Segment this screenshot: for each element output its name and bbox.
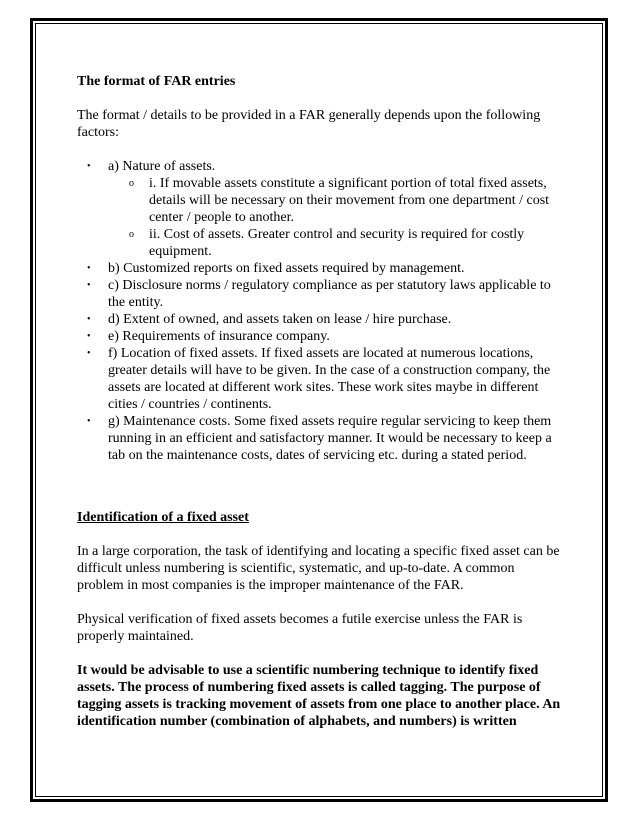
bold-paragraph: It would be advisable to use a scientific numbering technique to identify fixed assets. The process of numbering fixed assets is called tagging. The purpose of tagging assets is tracking movement of assets from one place to another place. An identification number (combination of alphabets, and numbers) is written xyxy=(77,663,561,729)
bullet-icon: • xyxy=(87,263,91,274)
bullet-icon: • xyxy=(87,416,91,427)
sub-list-item xyxy=(108,175,562,226)
bullet-icon: • xyxy=(87,161,91,172)
list-item xyxy=(77,277,562,311)
section-heading-identification: Identification of a fixed asset xyxy=(77,510,249,525)
bullet-icon: • xyxy=(87,331,91,342)
list-item-text: a) Nature of assets. xyxy=(108,159,216,174)
list-item-text: f) Location of fixed assets. If fixed assets are located at numerous locations, greater details will have to be given. In the case of a construction company, the assets are located at different work sites. These work sites maybe in different cities / countries / continents. xyxy=(108,346,551,412)
factors-list xyxy=(77,158,562,464)
list-item-text: d) Extent of owned, and assets taken on lease / hire purchase. xyxy=(108,312,452,327)
document-body xyxy=(77,73,562,730)
list-item xyxy=(77,311,562,328)
list-item xyxy=(77,328,562,345)
bullet-icon: • xyxy=(87,348,91,359)
intro-paragraph: The format / details to be provided in a FAR generally depends upon the following factors: xyxy=(77,108,541,140)
list-item-text: g) Maintenance costs. Some fixed assets require regular servicing to keep them running in an efficient and satisfactory manner. It would be necessary to keep a tab on the maintenance costs, dates of servicing etc. during a stated period. xyxy=(108,414,552,463)
list-item-text: c) Disclosure norms / regulatory compliance as per statutory laws applicable to the entity. xyxy=(108,278,551,310)
bullet-icon: • xyxy=(87,314,91,325)
list-item-text: e) Requirements of insurance company. xyxy=(108,329,330,344)
sub-list-item xyxy=(108,226,562,260)
sub-list-item-text: i. If movable assets constitute a significant portion of total fixed assets, details will be necessary on their movement from one department / cost center / people to another. xyxy=(149,176,550,225)
sub-bullet-icon: o xyxy=(129,178,134,189)
bullet-icon: • xyxy=(87,280,91,291)
paragraph: In a large corporation, the task of identifying and locating a specific fixed asset can be difficult unless numbering is scientific, systematic, and up-to-date. A common problem in most companies is the improper maintenance of the FAR. xyxy=(77,544,560,593)
sub-list xyxy=(108,175,562,260)
sub-bullet-icon: o xyxy=(129,229,134,240)
list-item-text: b) Customized reports on fixed assets required by management. xyxy=(108,261,465,276)
paragraph: Physical verification of fixed assets becomes a futile exercise unless the FAR is properly maintained. xyxy=(77,612,523,644)
list-item xyxy=(77,413,562,464)
section-heading-far-format: The format of FAR entries xyxy=(77,74,236,89)
list-item xyxy=(77,260,562,277)
sub-list-item-text: ii. Cost of assets. Greater control and security is required for costly equipment. xyxy=(149,227,525,259)
list-item xyxy=(77,345,562,413)
list-item xyxy=(77,158,562,260)
